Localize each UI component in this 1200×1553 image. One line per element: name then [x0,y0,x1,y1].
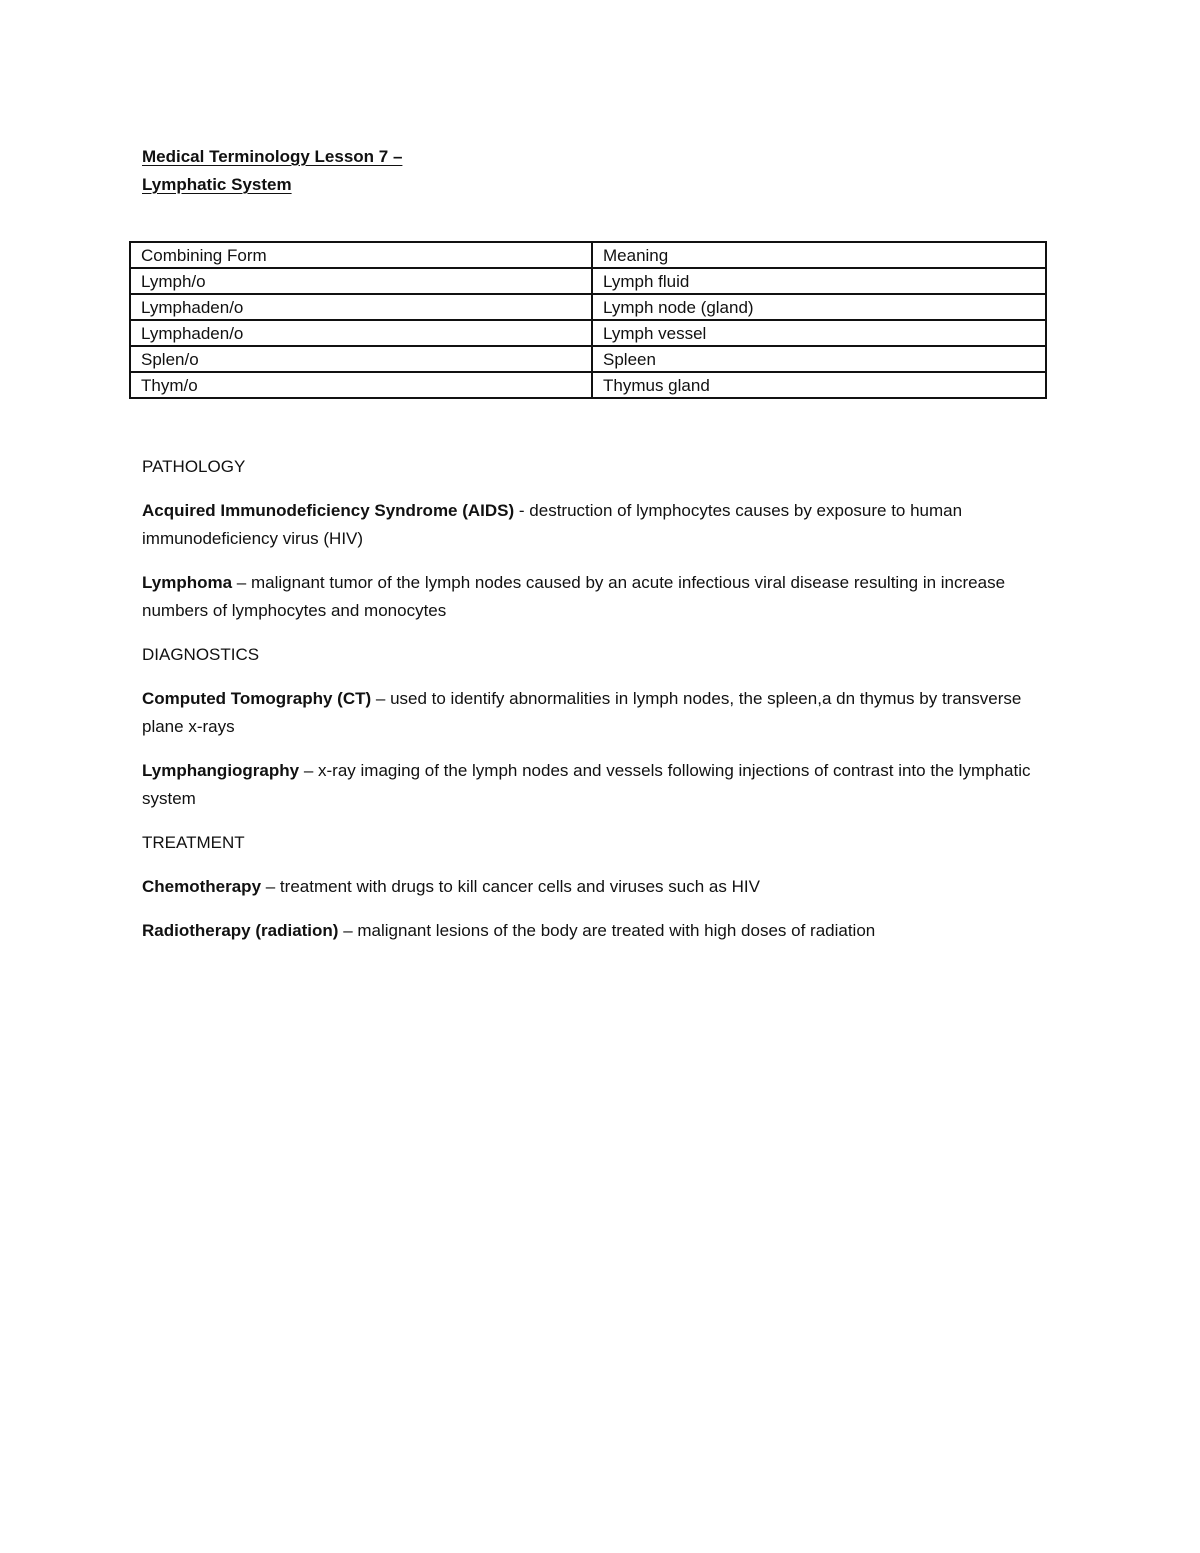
term-name: Radiotherapy (radiation) [142,921,339,940]
table-row [130,268,1046,294]
term-name: Lymphangiography [142,761,300,780]
table-row [130,372,1046,398]
term-definition: - destruction of lymphocytes causes by exposure to human immunodeficiency virus (HIV) [142,501,963,548]
title-line-lesson: Medical Terminology Lesson 7 – [142,147,403,166]
term-entry-chemotherapy [142,873,1067,901]
term-definition: – x-ray imaging of the lymph nodes and vessels following injections of contrast into the lymphatic system [142,761,1031,808]
section-heading-treatment: TREATMENT [142,833,245,852]
term-entry-aids [142,497,1067,553]
term-name: Chemotherapy [142,877,262,896]
table-cell-meaning: Lymph vessel [592,320,1046,346]
table-cell-form: Splen/o [130,346,592,372]
term-name: Computed Tomography (CT) [142,689,372,708]
term-name: Lymphoma [142,573,233,592]
header-combining-form: Combining Form [130,242,592,268]
section-heading-diagnostics: DIAGNOSTICS [142,645,260,664]
table-row [130,294,1046,320]
term-definition: – treatment with drugs to kill cancer cells and viruses such as HIV [261,877,760,896]
term-definition: – malignant tumor of the lymph nodes caused by an acute infectious viral disease resulting in increase numbers of lymphocytes and monocytes [142,573,1006,620]
document-title [142,143,402,199]
table-cell-form: Lymphaden/o [130,320,592,346]
table-row [130,320,1046,346]
table-cell-form: Lymph/o [130,268,592,294]
table-row [130,346,1046,372]
document-body [142,453,1067,961]
table-cell-meaning: Lymph fluid [592,268,1046,294]
term-entry-lymphoma [142,569,1067,625]
combining-forms-table [129,241,1047,399]
term-name: Acquired Immunodeficiency Syndrome (AIDS) [142,501,515,520]
term-entry-radiotherapy [142,917,1067,945]
table-header-row [130,242,1046,268]
table-cell-meaning: Lymph node (gland) [592,294,1046,320]
term-definition: – malignant lesions of the body are treated with high doses of radiation [338,921,876,940]
table-cell-form: Lymphaden/o [130,294,592,320]
table-cell-meaning: Spleen [592,346,1046,372]
table-cell-meaning: Thymus gland [592,372,1046,398]
table-cell-form: Thym/o [130,372,592,398]
title-line-subject: Lymphatic System [142,175,292,194]
section-heading-pathology: PATHOLOGY [142,457,246,476]
header-meaning: Meaning [592,242,1046,268]
term-definition: – used to identify abnormalities in lymph nodes, the spleen,a dn thymus by transverse plane x-rays [142,689,1022,736]
term-entry-ct [142,685,1067,741]
term-entry-lymphangiography [142,757,1067,813]
